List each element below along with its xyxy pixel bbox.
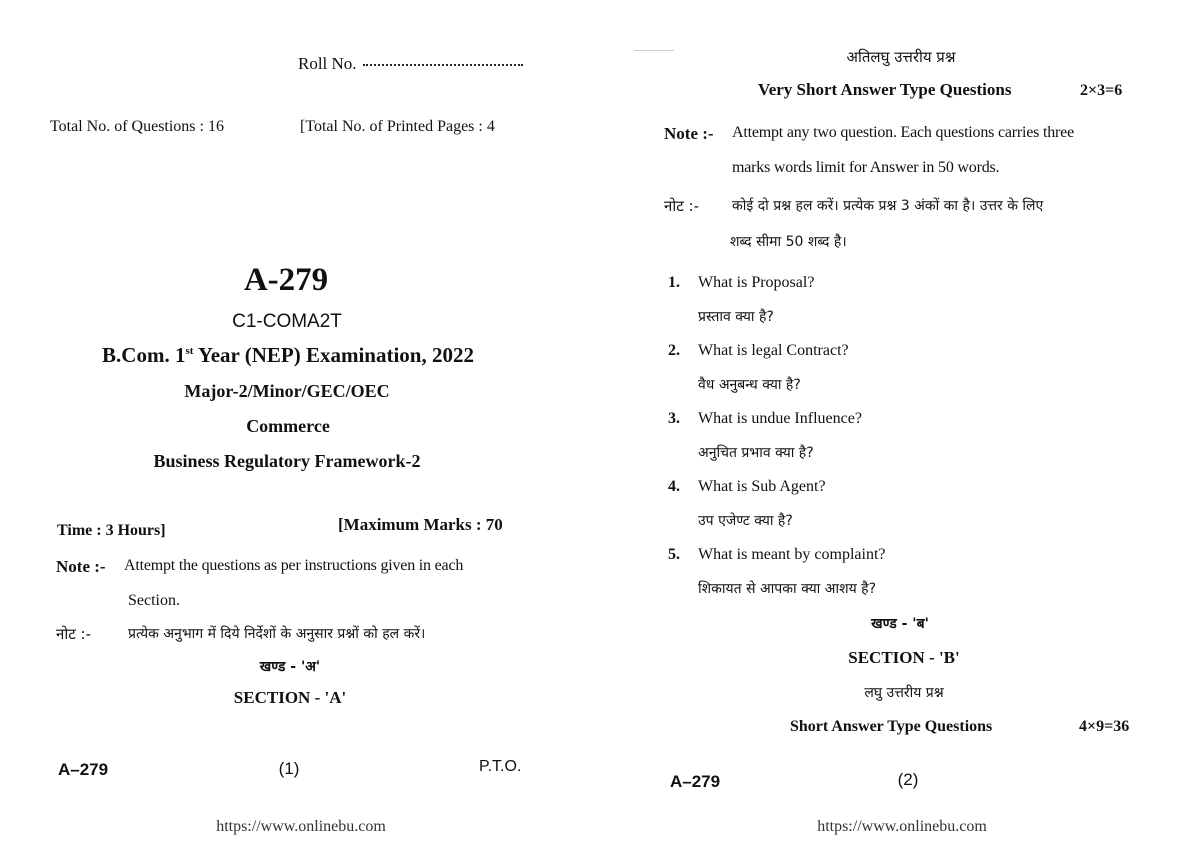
- section-b-title: SECTION - 'B': [848, 648, 960, 667]
- paper-code: A-279: [243, 262, 329, 298]
- note-label: Note :-: [56, 557, 106, 576]
- question-4-hindi: उप एजेण्ट क्या है?: [698, 513, 793, 529]
- footer-paper-code: A–279: [58, 760, 109, 779]
- maximum-marks: [Maximum Marks : 70: [338, 515, 503, 534]
- question-5: 5. What is meant by complaint?: [668, 546, 886, 563]
- exam-time: Time : 3 Hours]: [57, 522, 166, 539]
- note-hindi-text: प्रत्येक अनुभाग में दिये निर्देशों के अनुसार प्रश्नों को हल करें।: [128, 626, 426, 642]
- note-hindi-text-line-2: शब्द सीमा 50 शब्द है।: [730, 234, 847, 250]
- question-5-hindi: शिकायत से आपका क्या आशय है?: [698, 581, 877, 597]
- question-1-hindi: प्रस्ताव क्या है?: [698, 309, 774, 325]
- exam-title: B.Com. 1st Year (NEP) Examination, 2022: [102, 343, 474, 367]
- section-a-hindi: खण्ड - 'अ': [259, 659, 321, 675]
- footer-pto: P.T.O.: [479, 758, 522, 775]
- question-text: What is meant by complaint?: [698, 546, 886, 563]
- question-2: 2. What is legal Contract?: [668, 342, 849, 359]
- short-answer-heading: Short Answer Type Questions: [790, 718, 993, 735]
- note-text-line-1: Attempt the questions as per instructions given in each: [124, 557, 464, 574]
- note-text-line-2: Section.: [128, 592, 180, 609]
- course-code: C1-COMA2T: [232, 311, 342, 332]
- question-3-hindi: अनुचित प्रभाव क्या है?: [698, 445, 814, 461]
- question-4: 4. What is Sub Agent?: [668, 478, 826, 495]
- roll-no-blank: [363, 64, 523, 66]
- note-hindi-label: नोट :-: [664, 197, 700, 215]
- question-text: What is legal Contract?: [698, 342, 849, 359]
- very-short-heading: Very Short Answer Type Questions: [758, 80, 1012, 99]
- question-2-hindi: वैध अनुबन्ध क्या है?: [698, 377, 801, 393]
- note-hindi-label: नोट :-: [56, 625, 92, 643]
- note-text-line-2: marks words limit for Answer in 50 words.: [732, 159, 1000, 176]
- source-url: https://www.onlinebu.com: [216, 818, 386, 835]
- paper-type: Major-2/Minor/GEC/OEC: [184, 381, 390, 401]
- section-b-hindi: खण्ड - 'ब': [871, 616, 929, 632]
- note-label: Note :-: [664, 124, 714, 143]
- footer-page-number: (1): [278, 759, 300, 778]
- total-questions: Total No. of Questions : 16: [50, 118, 224, 135]
- very-short-marks: 2×3=6: [1080, 82, 1123, 99]
- roll-no-label: Roll No.: [298, 54, 357, 73]
- paper-name: Business Regulatory Framework-2: [153, 451, 421, 471]
- note-hindi-text-line-1: कोई दो प्रश्न हल करें। प्रत्येक प्रश्न 3 अंकों का है। उत्तर के लिए: [732, 198, 1044, 214]
- question-text: What is undue Influence?: [698, 410, 862, 427]
- source-url: https://www.onlinebu.com: [817, 818, 987, 835]
- total-printed-pages: [Total No. of Printed Pages : 4: [300, 118, 495, 135]
- footer-page-number: (2): [897, 770, 919, 789]
- roll-number-field: [298, 54, 523, 74]
- question-text: What is Proposal?: [698, 274, 815, 291]
- scan-artifact: [634, 50, 674, 51]
- question-text: What is Sub Agent?: [698, 478, 826, 495]
- question-3: 3. What is undue Influence?: [668, 410, 862, 427]
- subject: Commerce: [246, 416, 330, 436]
- short-answer-heading-hindi: लघु उत्तरीय प्रश्न: [864, 685, 944, 701]
- exam-page-2: [600, 0, 1200, 849]
- short-answer-marks: 4×9=36: [1079, 718, 1130, 735]
- section-a-title: SECTION - 'A': [233, 688, 347, 707]
- question-1: 1. What is Proposal?: [668, 274, 815, 291]
- footer-paper-code: A–279: [670, 772, 721, 791]
- very-short-heading-hindi: अतिलघु उत्तरीय प्रश्न: [846, 48, 956, 66]
- note-text-line-1: Attempt any two question. Each questions carries three: [732, 124, 1074, 141]
